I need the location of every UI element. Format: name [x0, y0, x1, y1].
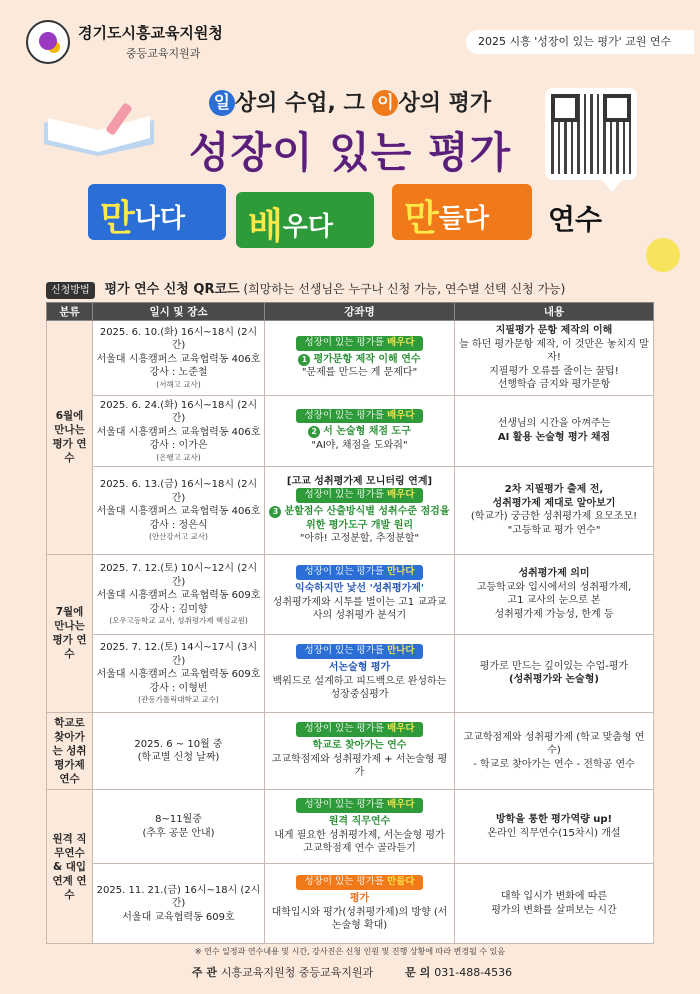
lecture-cell: 성장이 있는 평가를 만나다 익숙하지만 낯선 '성취평가제' 성취평가제와 시투를 벌이는 고1 교과교사의 성취평가 분석기 — [265, 554, 455, 634]
date-cell: 2025. 11. 21.(금) 16시~18시 (2시간) 서울대 교육협력동 609호 — [93, 864, 265, 944]
table-row — [47, 554, 654, 634]
contact[interactable]: 031-488-4536 — [434, 966, 513, 979]
col-header: 분류 — [47, 303, 93, 321]
lecture-title: 2 서 논술형 채점 도구 — [268, 425, 451, 439]
lecture-cell: 성장이 있는 평가를 만들다 평가 대학입시와 평가(성취평가제)의 방향 (서논술형 확대) — [265, 864, 455, 944]
sub-part2: 상의 평가 — [398, 91, 492, 116]
date-cell: 2025. 6. 13.(금) 16시~18시 (2시간) 서울대 시흥캠퍼스 교육협력동 406호 강사 : 정은식 (안산강서고 교사) — [93, 466, 265, 554]
logo — [26, 20, 70, 64]
badge2-small: 우다 — [282, 212, 334, 242]
subtitle — [0, 86, 700, 117]
badge-baeuda — [236, 192, 374, 248]
org-name: 경기도시흥교육지원청 — [78, 24, 223, 42]
lecture-cell: [고교 성취평가제 모니터링 연계] 성장이 있는 평가를 배우다 3 분할점수 산출방식별 성취수준 점검을 위한 평가도구 개발 원리 "아하! 고정분할, 추정분할" — [265, 466, 455, 554]
sub-part1: 상의 수업, 그 — [234, 91, 365, 116]
lecture-pill: 성장이 있는 평가를 배우다 — [296, 798, 422, 813]
badge1-small: 나다 — [134, 204, 186, 234]
contact-label: 문 의 — [405, 966, 431, 979]
badge2-big: 배 — [248, 206, 283, 247]
place-text: 서울대 시흥캠퍼스 교육협력동 406호 — [96, 353, 261, 365]
content-cell: 고교학점제와 성취평가제 (학교 맞춤형 연수) - 학교로 찾아가는 연수 - 전학공 연수 — [455, 712, 654, 790]
content-cell: 선생님의 시간을 아껴주는 AI 활용 논술형 평가 채점 — [455, 395, 654, 466]
badge3-big: 만 — [404, 198, 439, 239]
badge1-big: 만 — [100, 198, 135, 239]
table-row — [47, 466, 654, 554]
apply-line — [46, 278, 565, 297]
event-tag: 2025 시흥 '성장이 있는 평가' 교원 연수 — [466, 30, 694, 54]
content-cell: 방학을 통한 평가역량 up! 온라인 직무연수(15차시) 개설 — [455, 790, 654, 864]
content-cell: 성취평가제 의미 고등학교와 입시에서의 성취평가제, 고1 교사의 눈으로 본 성취평가제 가능성, 한계 등 — [455, 554, 654, 634]
table-row — [47, 321, 654, 396]
footer — [0, 964, 700, 980]
lecture-pill: 성장이 있는 평가를 만들다 — [296, 875, 422, 890]
content-cell: 평가로 만드는 깊이있는 수업-평가 (성취평가와 논술형) — [455, 634, 654, 712]
title-suffix: 연수 — [548, 203, 603, 236]
category-cell: 7월에 만나는 평가 연수 — [47, 554, 93, 712]
date-cell: 2025. 6. 24.(화) 16시~18시 (2시간) 서울대 시흥캠퍼스 교육협력동 406호 강사 : 이가은 (은행고 교사) — [93, 395, 265, 466]
table-row — [47, 395, 654, 466]
category-cell: 원격 직무연수 & 대입 연계 연수 — [47, 790, 93, 944]
page-title: 성장이 있는 평가 — [188, 128, 512, 177]
category-cell: 학교로 찾아가는 성취평가제 연수 — [47, 712, 93, 790]
apply-tag: 신청방법 — [46, 282, 95, 299]
date-cell — [93, 321, 265, 396]
badge-mandeulda — [392, 184, 532, 240]
category-cell: 6월에 만나는 평가 연수 — [47, 321, 93, 555]
lecture-pill: 성장이 있는 평가를 배우다 — [296, 488, 422, 503]
org-block — [78, 22, 223, 61]
notice: ※ 연수 일정과 연수내용 및 시간, 강사진은 신청 인원 및 진행 상황에 따라 변경될 수 있음 — [194, 947, 506, 956]
lecture-sub: "문제를 만드는 게 문제다" — [301, 367, 418, 379]
table-row — [47, 790, 654, 864]
date-text: 2025. 6. 10.(화) 16시~18시 (2시간) — [99, 326, 258, 352]
lecture-cell: 성장이 있는 평가를 배우다 2 서 논술형 채점 도구 "AI야, 채점을 도와줘" — [265, 395, 455, 466]
content-cell: 대학 입시가 변화에 따른 평가의 변화를 살펴보는 시간 — [455, 864, 654, 944]
sub-char2: 이 — [372, 90, 398, 116]
lecture-cell: 성장이 있는 평가를 만나다 서논술형 평가 백워드로 설계하고 피드백으로 완성하는 성장중심평가 — [265, 634, 455, 712]
col-header: 내용 — [455, 303, 654, 321]
table-header-row — [47, 303, 654, 321]
lecture-title: 3 분할점수 산출방식별 성취수준 점검을 위한 평가도구 개발 원리 — [268, 505, 451, 532]
table-row — [47, 864, 654, 944]
host-label: 주 관 — [191, 966, 217, 979]
apply-note: (희망하는 선생님은 누구나 신청 가능, 연수별 선택 신청 가능) — [243, 282, 566, 296]
org-dept: 중등교육지원과 — [126, 47, 201, 60]
lecture-pill: 성장이 있는 평가를 배우다 — [296, 409, 422, 424]
sub-char1: 일 — [209, 90, 235, 116]
date-cell: 8~11월중 (추후 공문 안내) — [93, 790, 265, 864]
lecture-cell: 성장이 있는 평가를 배우다 학교로 찾아가는 연수 고교학점제와 성취평가제 + 서논술형 평가 — [265, 712, 455, 790]
schedule-table — [46, 302, 654, 944]
col-header: 일시 및 장소 — [93, 303, 265, 321]
lecture-cell — [265, 321, 455, 396]
date-cell: 2025. 7. 12.(토) 10시~12시 (2시간) 서울대 시흥캠퍼스 교육협력동 609호 강사 : 김미향 (오우고등학교 교사, 성취평가제 핵심교원) — [93, 554, 265, 634]
lecturer-note: (서해고 교사) — [156, 379, 201, 389]
lecture-cell: 성장이 있는 평가를 배우다 원격 직무연수 내게 필요한 성취평가제, 서논술형 평가 고교학점제 연수 골라듣기 — [265, 790, 455, 864]
lecture-title: 익숙하지만 낯선 '성취평가제' — [294, 583, 424, 595]
badge3-small: 들다 — [438, 204, 490, 234]
content-cell: 지필평가 문항 제작의 이해 늘 하던 평가문항 제작, 이 것만은 놓치지 말자! 지필평가 오류를 줄이는 꿀팁! 선행학습 금지와 평가문항 — [455, 321, 654, 396]
host: 시흥교육지원청 중등교육지원과 — [220, 966, 374, 979]
lecture-title: 1 평가문항 제작 이해 연수 — [268, 353, 451, 367]
lecture-pill: 성장이 있는 평가를 만나다 — [296, 644, 422, 659]
date-cell: 2025. 7. 12.(토) 14시~17시 (3시간) 서울대 시흥캠퍼스 교육협력동 609호 강사 : 이형빈 (관동가톨릭대학교 교수) — [93, 634, 265, 712]
col-header: 강좌명 — [265, 303, 455, 321]
lecturer-text: 강사 : 노준철 — [149, 367, 208, 379]
lecture-pill: 성장이 있는 평가를 배우다 — [296, 722, 422, 737]
apply-label: 평가 연수 신청 QR코드 — [104, 282, 240, 297]
content-cell: 2차 지필평가 출제 전, 성취평가제 제대로 알아보기 (학교가) 궁금한 성취평가제 요모조모! "고등학교 평가 연수" — [455, 466, 654, 554]
lecture-pill: 성장이 있는 평가를 배우다 — [296, 336, 422, 351]
badge-mannada — [88, 184, 226, 240]
table-row — [47, 634, 654, 712]
date-cell: 2025. 6 ~ 10월 중 (학교별 신청 날짜) — [93, 712, 265, 790]
table-row — [47, 712, 654, 790]
lecture-pill: 성장이 있는 평가를 만나다 — [296, 565, 422, 580]
